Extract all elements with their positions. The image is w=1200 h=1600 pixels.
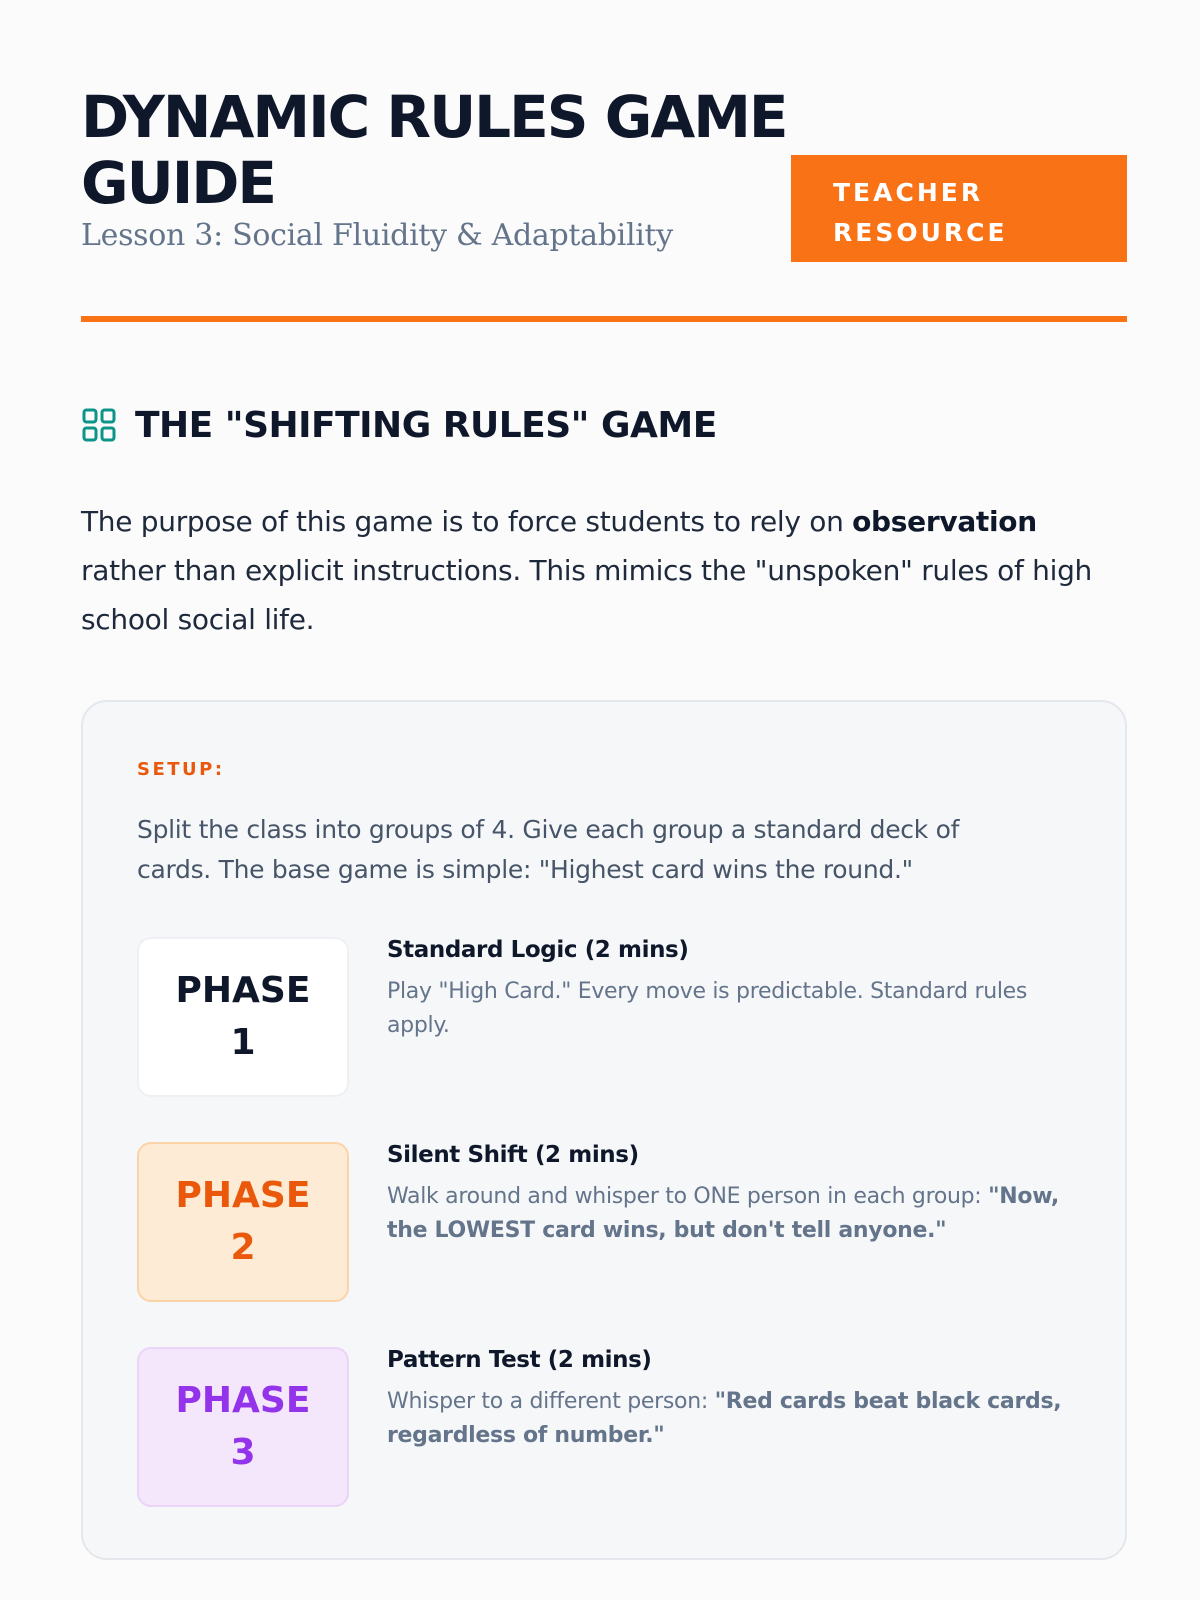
phase-2-desc-bold: "Now, the LOWEST card wins, but don't tell anyone." — [387, 1184, 1059, 1243]
phase-3 — [137, 1347, 1087, 1511]
setup-card — [81, 700, 1127, 1560]
phase-1-description — [387, 975, 1067, 1043]
section-heading — [81, 400, 717, 450]
phase-1-word: PHASE — [175, 970, 311, 1011]
phase-2-number: 2 — [230, 1227, 256, 1268]
page-subtitle: Lesson 3: Social Fluidity & Adaptability — [81, 218, 673, 253]
intro-emphasis: observation — [852, 505, 1037, 538]
header-divider — [81, 316, 1127, 322]
phase-1-desc-text: Play "High Card." Every move is predictable. Standard rules apply. — [387, 979, 1028, 1038]
phase-2 — [137, 1142, 1087, 1306]
badge-line-1: TEACHER — [833, 178, 984, 207]
phase-2-heading: Silent Shift (2 mins) — [387, 1142, 639, 1168]
phase-2-word: PHASE — [175, 1175, 311, 1216]
intro-paragraph — [81, 497, 1127, 644]
section-title: THE "SHIFTING RULES" GAME — [135, 404, 717, 446]
page-title: DYNAMIC RULES GAME GUIDE — [81, 83, 787, 217]
phase-3-desc-bold: "Red cards beat black cards, regardless of number." — [387, 1389, 1062, 1448]
phase-1-badge — [137, 937, 349, 1097]
phase-3-number: 3 — [230, 1432, 256, 1473]
intro-text-end: rather than explicit instructions. This mimics the "unspoken" rules of high school social life. — [81, 554, 1092, 636]
setup-text: Split the class into groups of 4. Give each group a standard deck of cards. The base game is simple: "Highest card wins the round." — [137, 815, 960, 884]
grid-icon — [81, 407, 117, 443]
page — [81, 0, 1127, 1600]
phase-3-word: PHASE — [175, 1380, 311, 1421]
phase-1 — [137, 937, 1087, 1101]
phase-3-badge — [137, 1347, 349, 1507]
phase-1-number: 1 — [230, 1022, 256, 1063]
phase-3-description — [387, 1385, 1067, 1453]
intro-text-start: The purpose of this game is to force students to rely on — [81, 505, 853, 538]
badge-line-2: RESOURCE — [833, 218, 1008, 247]
phase-2-description — [387, 1180, 1067, 1248]
phase-2-desc-text: Walk around and whisper to ONE person in each group: — [387, 1184, 989, 1209]
phase-1-heading: Standard Logic (2 mins) — [387, 937, 689, 963]
header — [81, 84, 1127, 320]
phase-3-desc-text: Whisper to a different person: — [387, 1389, 715, 1414]
teacher-resource-badge — [791, 155, 1127, 262]
setup-label: SETUP: — [137, 759, 225, 780]
phase-3-heading: Pattern Test (2 mins) — [387, 1347, 652, 1373]
phase-2-badge — [137, 1142, 349, 1302]
